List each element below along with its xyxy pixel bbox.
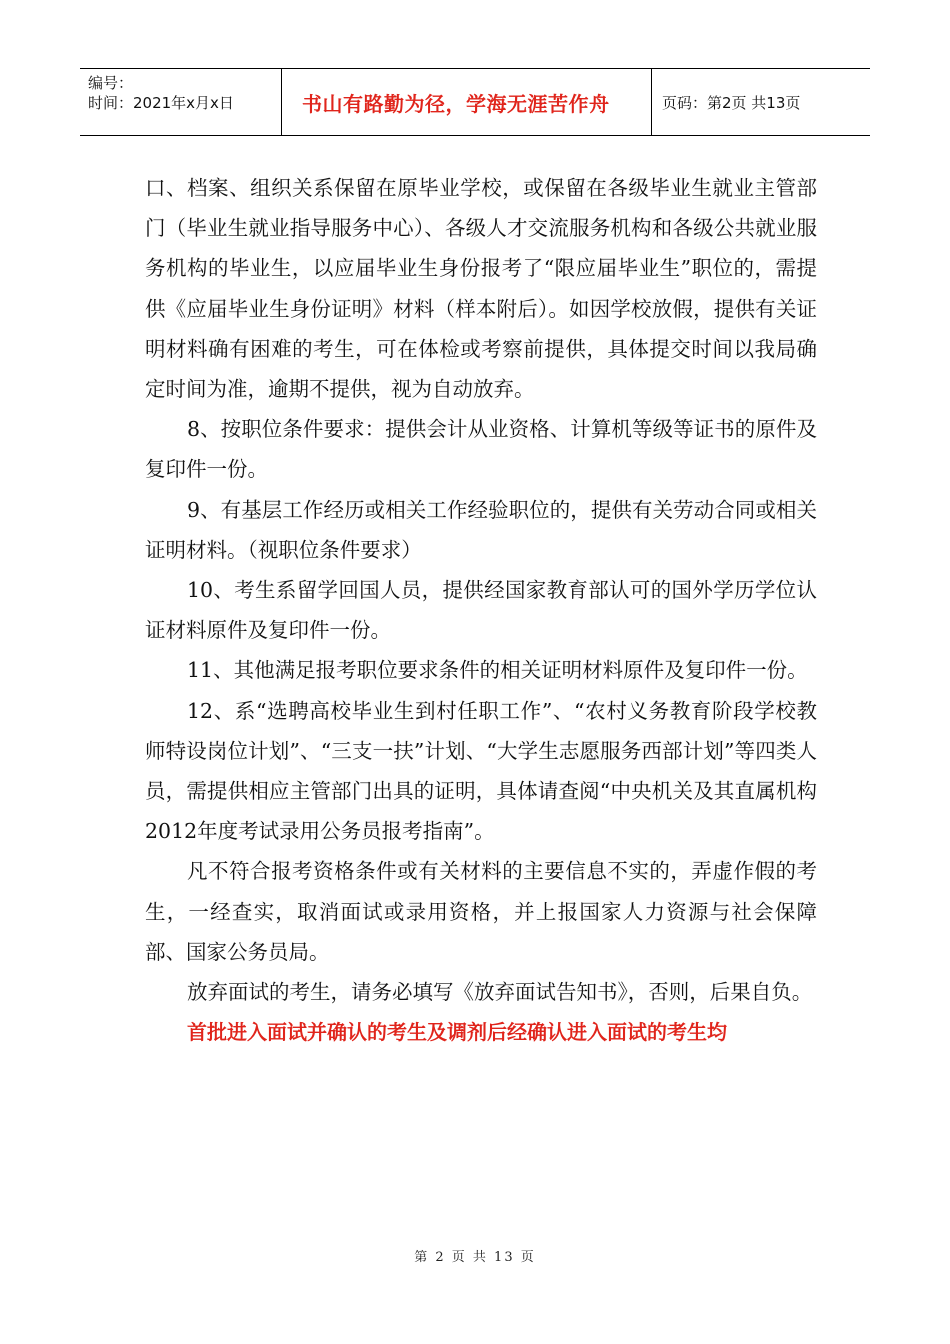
- paragraph: 10、考生系留学回国人员，提供经国家教育部认可的国外学历学位认证材料原件及复印件一份。: [145, 578, 817, 643]
- paragraph: 口、档案、组织关系保留在原毕业学校，或保留在各级毕业生就业主管部门（毕业生就业指导服务中心）、各级人才交流服务机构和各级公共就业服务机构的毕业生，以应届毕业生身份报考了“限应届毕业生”职位的，需提供《应届毕业生身份证明》材料（样本附后）。如因学校放假，提供有关证明材料确有困难的考生，可在体检或考察前提供，具体提交时间以我局确定时间为准，逾期不提供，视为自动放弃。: [145, 176, 817, 402]
- page-footer: 第 2 页 共 13 页: [414, 1250, 536, 1265]
- time-label: 时间：2021年x月x日: [88, 94, 234, 112]
- number-label: 编号：: [88, 74, 134, 92]
- paragraph: 8、按职位条件要求：提供会计从业资格、计算机等级等证书的原件及复印件一份。: [145, 417, 817, 482]
- paragraph: 9、有基层工作经历或相关工作经验职位的，提供有关劳动合同或相关证明材料。（视职位条件要求）: [145, 497, 817, 562]
- header-page-info: 页码：第2页 共13页: [662, 93, 801, 112]
- paragraph: 凡不符合报考资格条件或有关材料的主要信息不实的，弄虚作假的考生，一经查实，取消面试或录用资格，并上报国家人力资源与社会保障部、国家公务员局。: [145, 859, 817, 964]
- document-body: [145, 168, 817, 1052]
- header-table: [80, 68, 870, 136]
- paragraph: 12、系“选聘高校毕业生到村任职工作”、“农村义务教育阶段学校教师特设岗位计划”、“三支一扶”计划、“大学生志愿服务西部计划”等四类人员，需提供相应主管部门出具的证明，具体请查阅“中央机关及其直属机构2012年度考试录用公务员报考指南”。: [145, 698, 817, 844]
- paragraph: 11、其他满足报考职位要求条件的相关证明材料原件及复印件一份。: [187, 658, 808, 683]
- header-motto: 书山有路勤为径，学海无涯苦作舟: [282, 69, 652, 135]
- paragraph: 放弃面试的考生，请务必填写《放弃面试告知书》，否则，后果自负。: [187, 980, 813, 1005]
- header-meta-cell: [80, 69, 282, 135]
- highlighted-paragraph: 首批进入面试并确认的考生及调剂后经确认进入面试的考生均: [187, 1020, 727, 1045]
